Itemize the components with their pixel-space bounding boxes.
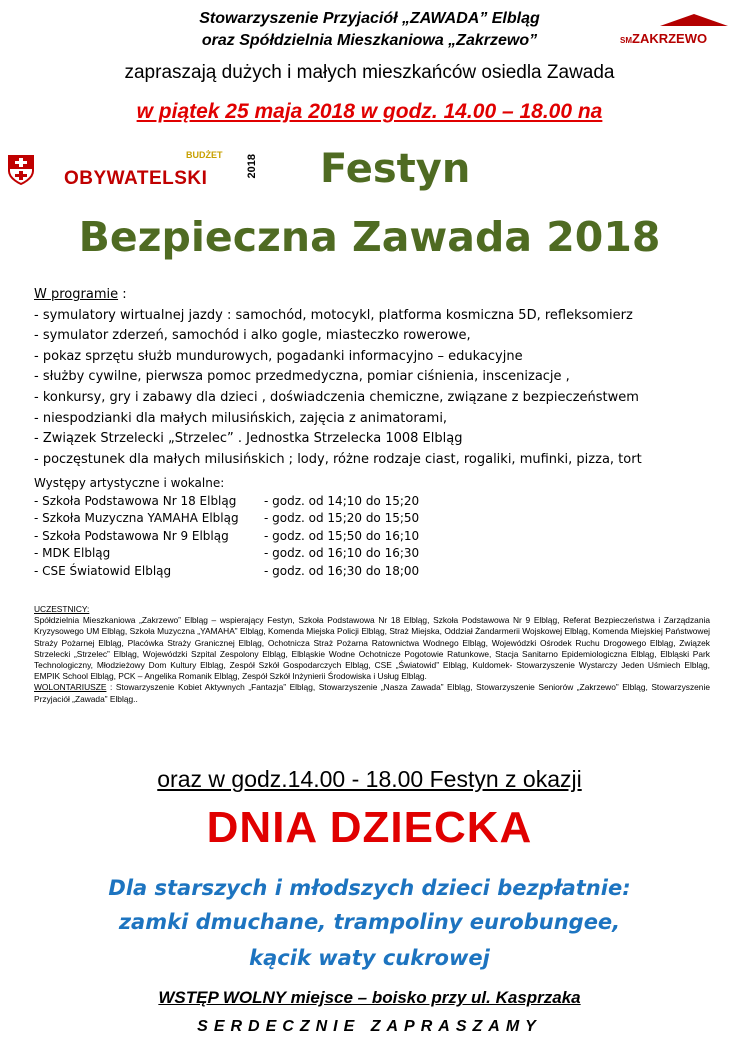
attractions-line-2: zamki dmuchane, trampoliny eurobungee, <box>118 910 621 934</box>
performances-heading: Występy artystyczne i wokalne: <box>34 476 225 490</box>
participants-section <box>34 604 710 705</box>
list-item: - Związek Strzelecki „Strzelec” . Jednostka Strzelecka 1008 Elbląg <box>34 431 463 447</box>
volunteers-text: WOLONTARIUSZE : Stowarzyszenie Kobiet Aktywnych „Fantazja” Elbląg, Stowarzyszenie „Nasza Zawada” Elbląg, Stowarzyszenie Seniorów „Zakrzewo” Elbląg, Stowarzyszenie Przyjaciół „Zawada” Elbląg.. <box>34 682 710 704</box>
list-item: - konkursy, gry i zabawy dla dzieci , doświadczenia chemiczne, związane z bezpieczeństwem <box>34 389 639 405</box>
list-item: - symulatory wirtualnej jazdy : samochód, motocykl, platforma kosmiczna 5D, refleksomierz <box>34 307 633 323</box>
budzet-obywatelski-logo <box>64 150 264 200</box>
list-item: - symulator zderzeń, samochód i alko gogle, miasteczko rowerowe, <box>34 328 471 344</box>
event-title: Bezpieczna Zawada 2018 <box>78 213 661 261</box>
festyn-label: Festyn <box>320 146 471 192</box>
budzet-label: BUDŻET <box>186 150 223 160</box>
participants-text: Spółdzielnia Mieszkaniowa „Zakrzewo” Elbląg – wspierający Festyn, Szkoła Podstawowa Nr 18 Elbląg, Szkoła Podstawowa Nr 9 Elbląg, Referat Bezpieczeństwa i Zarządzania Kryzysowego UM Elbląg, Szkoła Muzyczna „YAMAHA” Elbląg, Komenda Miejska Policji Elbląg, Straż Miejska, Oddział Żandarmerii Wojskowej Elbląg, Komenda Miejskiej Państwowej Straży Pożarnej Elbląg, Placówka Straży Granicznej Elbląg, Ochotnicza Straż Pożarna Ratownictwa Wodnego Elbląg, Wojewódzki Ośrodek Ruchu Drogowego Elbląg, Związek Strzelecki „Strzelec” Elbląg, Wojewódzki Szpital Zespolony Elbląg, Elbląskie Wodne Ochotnicze Pogotowie Ratunkowe, Stacja Sanitarno Epidemiologiczna Elbląg, Elbląski Park Technologiczny, Młodzieżowy Dom Kultury Elbląg, Zespół Szkół Gospodarczych Elbląg, CSE „Światowid” Elbląg, Kuldomek- Stowarzyszenie Wystarczy Jeden Uśmiech Elbląg, EMPIK School Elbląg, PCK – Angelika Romanik Elbląg, Zespół Szkół Inżynierii Środowiska i Usług Elbląg. <box>34 615 710 682</box>
performance-row: - CSE Światowid Elbląg - godz. od 16;30 do 18;00 <box>34 563 420 578</box>
attractions-line-3: kącik waty cukrowej <box>249 946 490 970</box>
organizer-line-1: Stowarzyszenie Przyjaciół „ZAWADA” Elbląg <box>199 10 540 27</box>
invitation-text: zapraszają dużych i małych mieszkańców osiedla Zawada <box>124 62 615 83</box>
free-entry-location: WSTĘP WOLNY miejsce – boisko przy ul. Kasprzaka <box>158 988 581 1007</box>
obywatelski-label: OBYWATELSKI <box>64 168 208 189</box>
event-date: w piątek 25 maja 2018 w godz. 14.00 – 18.00 na <box>136 100 603 123</box>
performance-row: - Szkoła Podstawowa Nr 9 Elbląg - godz. od 15;50 do 16;10 <box>34 528 420 543</box>
program-section <box>34 285 724 470</box>
roof-icon <box>660 14 728 26</box>
performances-section <box>34 475 534 581</box>
invitation-closing: SERDECZNIE ZAPRASZAMY <box>197 1018 542 1035</box>
performance-row: - MDK Elbląg - godz. od 16;10 do 16;30 <box>34 546 420 561</box>
participants-label: UCZESTNICY: <box>34 604 90 614</box>
city-crest-icon <box>8 155 34 185</box>
list-item: - poczęstunek dla małych milusińskich ; lody, różne rodzaje ciast, rogaliki, mufinki, pizza, tort <box>34 451 642 467</box>
performance-row: - Szkoła Podstawowa Nr 18 Elbląg - godz. od 14;10 do 15;20 <box>34 493 420 508</box>
list-item: - służby cywilne, pierwsza pomoc przedmedyczna, pomiar ciśnienia, inscenizacje , <box>34 369 570 385</box>
children-day-title: DNIA DZIECKA <box>206 803 533 852</box>
organizer-line-2: oraz Spółdzielnia Mieszkaniowa „Zakrzewo” <box>201 32 538 49</box>
logo-year: 2018 <box>246 154 258 179</box>
attractions-line-1: Dla starszych i młodszych dzieci bezpłatnie: <box>108 876 631 900</box>
program-heading: W programie : <box>34 287 127 302</box>
list-item: - pokaz sprzętu służb mundurowych, pogadanki informacyjno – edukacyjne <box>34 348 523 364</box>
logo-name: ZAKRZEWO <box>632 31 708 46</box>
performance-row: - Szkoła Muzyczna YAMAHA Elbląg - godz. od 15;20 do 15;50 <box>34 511 420 526</box>
children-day-intro: oraz w godz.14.00 - 18.00 Festyn z okazji <box>157 766 582 792</box>
zakrzewo-logo <box>620 14 732 48</box>
list-item: - niespodzianki dla małych milusińskich, zajęcia z animatorami, <box>34 410 448 426</box>
logo-prefix: SM <box>620 36 632 45</box>
